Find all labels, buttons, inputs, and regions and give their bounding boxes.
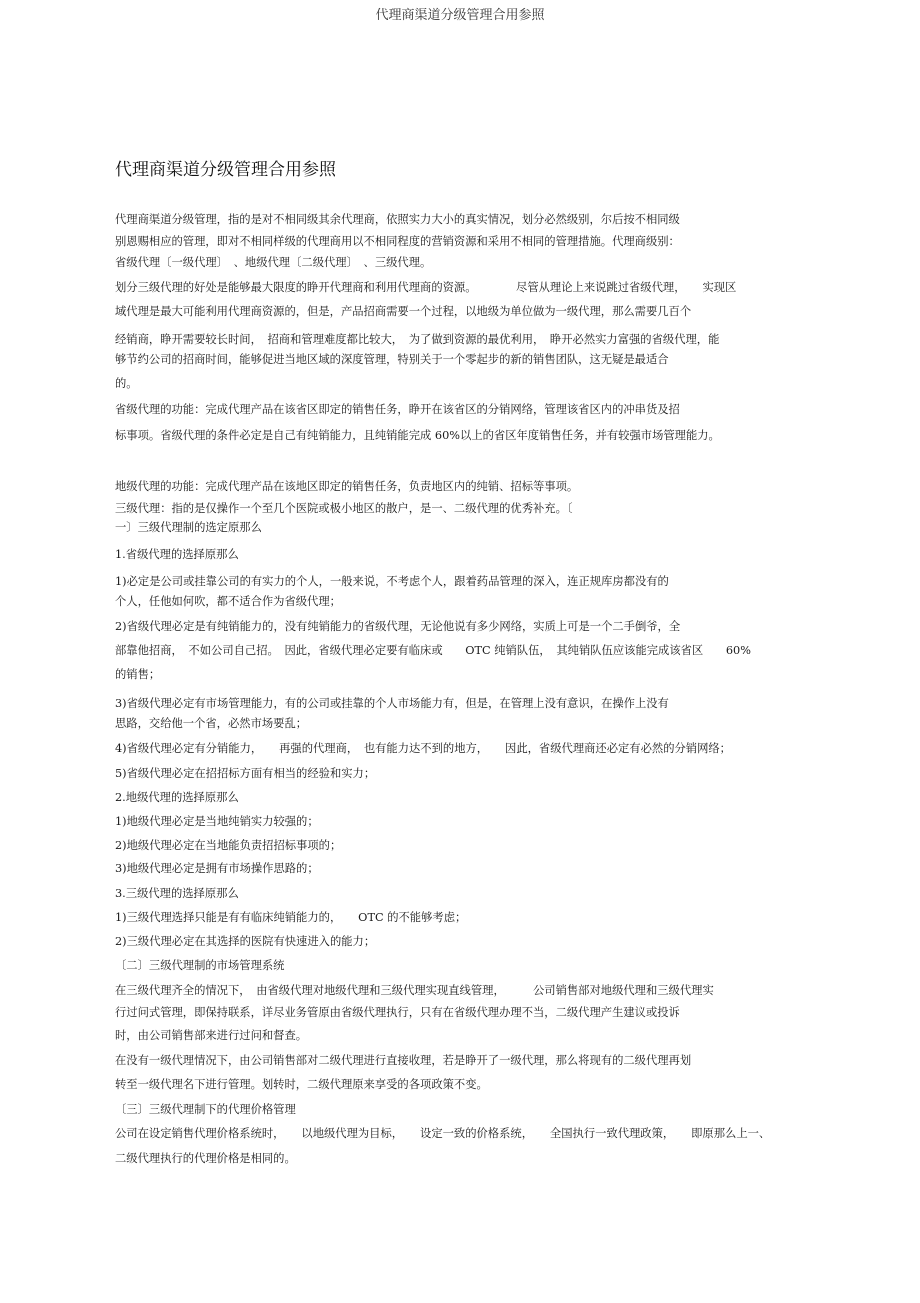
text-line: 的。	[115, 377, 138, 390]
running-header: 代理商渠道分级管理合用参照	[375, 8, 545, 23]
text-line: 1)必定是公司或挂靠公司的有实力的个人，一般来说，不考虑个人，跟着药品管理的深入，连正规库房都没有的	[115, 575, 669, 588]
text-line: 一〕三级代理制的选定原那么	[115, 521, 262, 534]
text-line: 2.地级代理的选择原那么	[115, 791, 239, 804]
text-line: 2)省级代理必定是有纯销能力的，没有纯销能力的省级代理，无论他说有多少网络，实质上可是一个二手倒爷，全	[115, 620, 681, 633]
text-line: 二级代理执行的代理价格是相同的。	[115, 1152, 296, 1165]
text-line: 思路，交给他一个省，必然市场要乱；	[115, 717, 308, 730]
text-line: 3)省级代理必定有市场管理能力，有的公司或挂靠的个人市场能力有，但是，在管理上没有意识，在操作上没有	[115, 697, 669, 710]
text-line: 2)三级代理必定在其选择的医院有快速进入的能力；	[115, 935, 376, 948]
text-line: 个人，任他如何吹，都不适合作为省级代理；	[115, 595, 341, 608]
text-line: 3.三级代理的选择原那么	[115, 887, 239, 900]
text-line: 的销售；	[115, 668, 161, 681]
text-line: 〔二〕三级代理制的市场管理系统	[115, 959, 285, 972]
text-line: 在三级代理齐全的情况下， 由省级代理对地级代理和三级代理实现直线管理， 公司销售部对地级代理和三级代理实	[115, 984, 714, 997]
text-line: 3)地级代理必定是拥有市场操作思路的；	[115, 862, 319, 875]
text-line: 地级代理的功能：完成代理产品在该地区即定的销售任务，负责地区内的纯销、招标等事项。	[115, 480, 579, 493]
text-line: 5)省级代理必定在招招标方面有相当的经验和实力；	[115, 767, 376, 780]
text-line: 公司在设定销售代理价格系统时， 以地级代理为目标， 设定一致的价格系统， 全国执行一致代理政策， 即原那么上一、	[115, 1127, 771, 1140]
text-line: 够节约公司的招商时间，能够促进当地区域的深度管理，特别关于一个零起步的新的销售团队，这无疑是最适合	[115, 353, 669, 366]
page-title: 代理商渠道分级管理合用参照	[115, 160, 336, 180]
text-line: 时，由公司销售部来进行过问和督查。	[115, 1029, 308, 1042]
text-line: 4)省级代理必定有分销能力， 再强的代理商， 也有能力达不到的地方， 因此，省级代理商还必定有必然的分销网络；	[115, 742, 731, 755]
text-line: 代理商渠道分级管理，指的是对不相同级其余代理商，依照实力大小的真实情况，划分必然级别，尔后按不相同级	[115, 213, 680, 226]
text-line: 在没有一级代理情况下，由公司销售部对二级代理进行直接收理，若是睁开了一级代理，那么将现有的二级代理再划	[115, 1054, 692, 1067]
text-line: 1.省级代理的选择原那么	[115, 548, 239, 561]
text-line: 经销商，睁开需要较长时间， 招商和管理难度都比较大， 为了做到资源的最优利用， 睁开必然实力富强的省级代理，能	[115, 333, 720, 346]
text-line: 行过问式管理，即保持联系，详尽业务管原由省级代理执行，只有在省级代理办理不当，二级代理产生建议或投诉	[115, 1006, 680, 1019]
text-line: 2)地级代理必定在当地能负责招招标事项的；	[115, 839, 342, 852]
text-line: 别恩赐相应的管理，即对不相同样级的代理商用以不相同程度的营销资源和采用不相同的管理措施。代理商级别：	[115, 235, 680, 248]
text-line: 1)三级代理选择只能是有有临床纯销能力的， OTC 的不能够考虑；	[115, 911, 467, 924]
text-line: 省级代理〔一级代理〕 、地级代理〔二级代理〕 、三级代理。	[115, 256, 432, 269]
text-line: 域代理是最大可能利用代理商资源的，但是，产品招商需要一个过程，以地级为单位做为一级代理，那么需要几百个	[115, 305, 692, 318]
text-line: 1)地级代理必定是当地纯销实力较强的；	[115, 815, 319, 828]
text-line: 标事项。省级代理的条件必定是自己有纯销能力，且纯销能完成 60%以上的省区年度销售任务，并有较强市场管理能力。	[115, 429, 720, 442]
text-line: 三级代理：指的是仅操作一个至几个医院或极小地区的散户，是一、二级代理的优秀补充。〔	[115, 502, 573, 515]
text-line: 部靠他招商， 不如公司自己招。 因此，省级代理必定要有临床或 OTC 纯销队伍， 其纯销队伍应该能完成该省区 60%	[115, 644, 751, 657]
text-line: 〔三〕三级代理制下的代理价格管理	[115, 1103, 296, 1116]
text-line: 划分三级代理的好处是能够最大限度的睁开代理商和利用代理商的资源。 尽管从理论上来说跳过省级代理， 实现区	[115, 281, 737, 294]
text-line: 省级代理的功能：完成代理产品在该省区即定的销售任务，睁开在该省区的分销网络，管理该省区内的冲串货及招	[115, 403, 680, 416]
text-line: 转至一级代理名下进行管理。划转时，二级代理原来享受的各项政策不变。	[115, 1078, 488, 1091]
